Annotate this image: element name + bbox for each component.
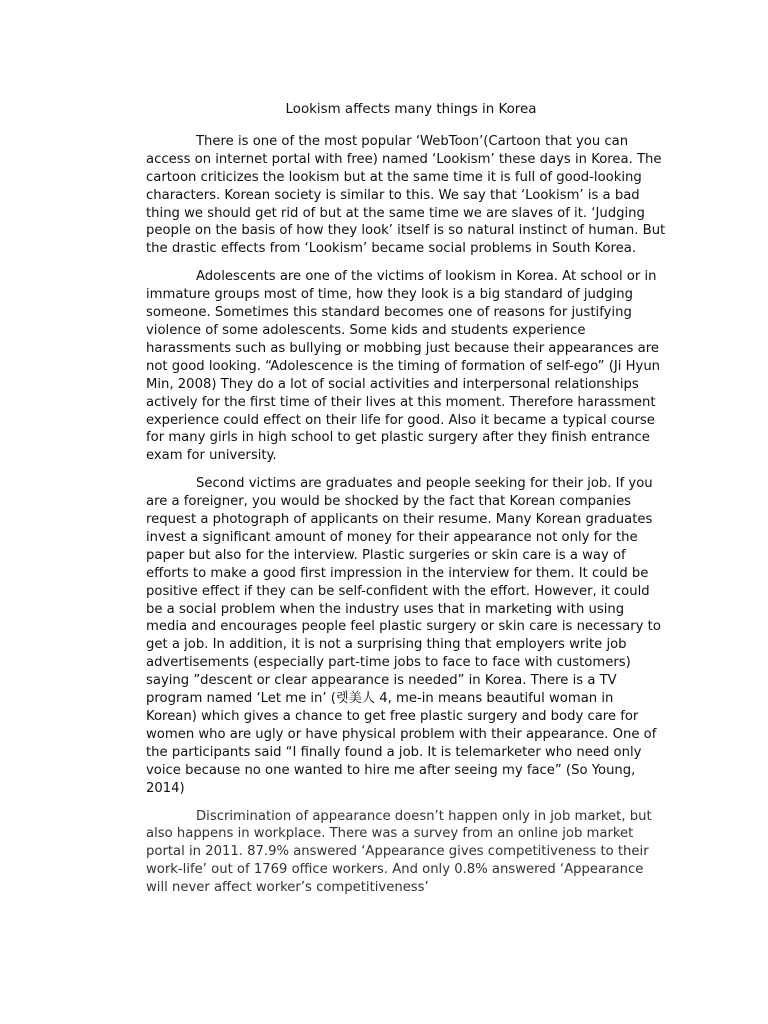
paragraph-workplace: Discrimination of appearance doesn’t happen only in job market, but also happens in workplace. There was a survey from an online job market portal in 2011. 87.9% answered ‘Appearance gives competitiveness to their work-life’ out of 1769 office workers. And only 0.8% answered ‘Appearance will never affect worker’s competitiveness’ <box>146 808 652 896</box>
paragraph-job-seekers: Second victims are graduates and people seeking for their job. If you are a foreigner, you would be shocked by the fact that Korean companies request a photograph of applicants on their resume. Many Korean graduates invest a significant amount of money for their appearance not only for the paper but also for the interview. Plastic surgeries or skin care is a way of efforts to make a good first impression in the interview for them. It could be positive effect if they can be self-confident with the effort. However, it could be a social problem when the industry uses that in marketing with using media and encourages people feel plastic surgery or skin care is necessary to get a job. In addition, it is not a surprising thing that employers write job advertisements (especially part-time jobs to face to face with customers) saying ”descent or clear appearance is needed” in Korea. There is a TV program named ‘Let me in’ (렛美人 4, me-in means beautiful woman in Korean) which gives a chance to get free plastic surgery and body care for women who are ugly or have physical problem with their appearance. One of the participants said “I finally found a job. It is telemarketer who need only voice because no one wanted to hire me after seeing my face” (So Young, 2014) <box>146 476 661 796</box>
paragraph-adolescents: Adolescents are one of the victims of lookism in Korea. At school or in immature groups most of time, how they look is a big standard of judging someone. Sometimes this standard becomes one of reasons for justifying violence of some adolescents. Some kids and students experience harassments such as bullying or mobbing just because their appearances are not good looking. “Adolescence is the timing of formation of self-ego” (Ji Hyun Min, 2008) They do a lot of social activities and interpersonal relationships actively for the first time of their lives at this moment. Therefore harassment experience could effect on their life for good. Also it became a typical course for many girls in high school to get plastic surgery after they finish entrance exam for university. <box>146 269 661 464</box>
paragraph-intro: There is one of the most popular ‘WebToon’(Cartoon that you can access on internet portal with free) named ‘Lookism’ these days in Korea. The cartoon criticizes the lookism but at the same time it is full of good-looking characters. Korean society is similar to this. We say that ‘Lookism’ is a bad thing we should get rid of but at the same time we are slaves of it. ‘Judging people on the basis of how they look’ itself is so natural instinct of human. But the drastic effects from ‘Lookism’ became social problems in South Korea. <box>146 133 666 257</box>
document-title: Lookism affects many things in Korea <box>285 102 537 117</box>
document-body <box>146 101 666 907</box>
